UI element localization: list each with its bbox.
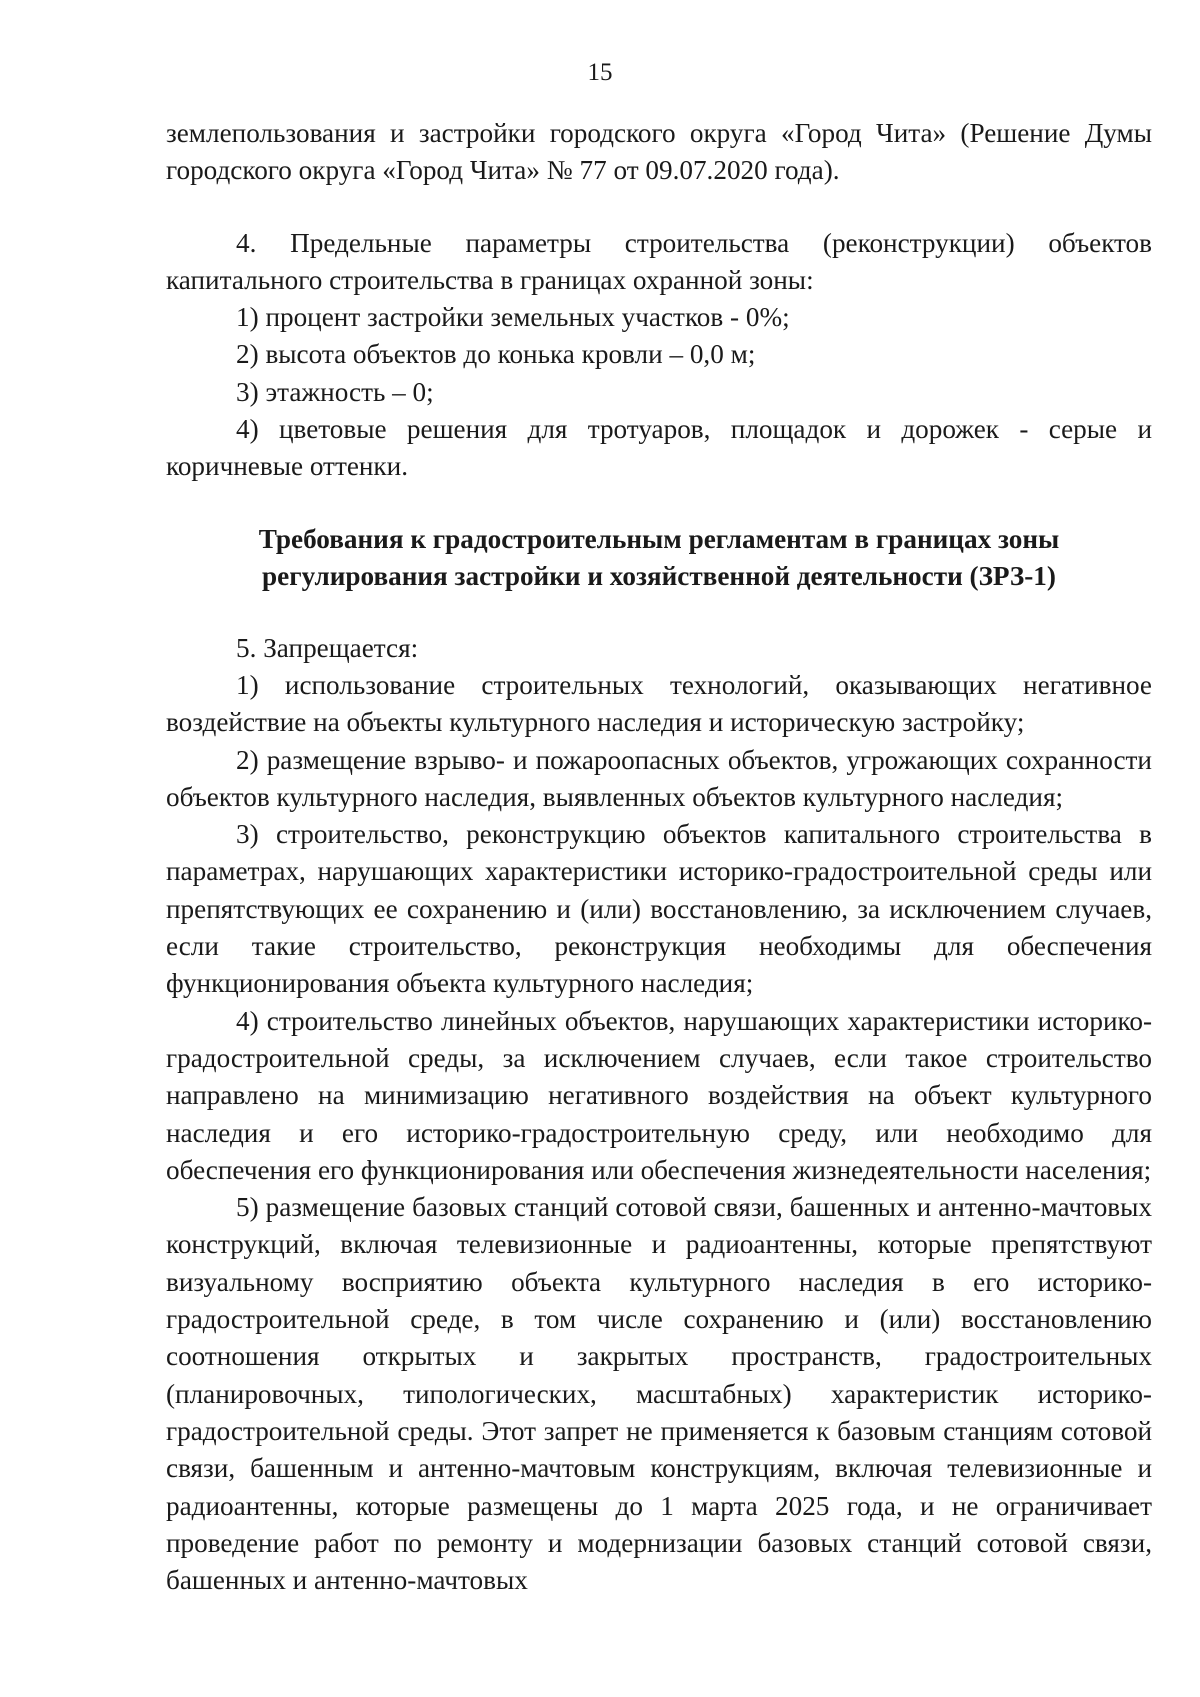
section-5-item-1: 1) использование строительных технологий, оказывающих негативное воздействие на объекты культурного наследия и историческую застройку; <box>166 669 1152 738</box>
section-5-item-3: 3) строительство, реконструкцию объектов капитального строительства в параметрах, нарушающих характеристики историко-градостроительной среды или препятствующих ее сохранению и (или) восстановлению, за исключением случаев, если такие строительство, реконструкция необходимы для обеспечения функционирования объекта культурного наследия; <box>166 819 1152 999</box>
section-heading-line-2: регулирования застройки и хозяйственной деятельности (ЗРЗ-1) <box>262 560 1056 591</box>
section-5-item-5: 5) размещение базовых станций сотовой связи, башенных и антенно-мачтовых конструкций, включая телевизионные и радиоантенны, которые препятствуют визуальному восприятию объекта культурного наследия в его историко-градостроительной среде, в том числе сохранению и (или) восстановлению соотношения открытых и закрытых пространств, градостроительных (планировочных, типологических, масштабных) характеристик историко-градостроительной среды. Этот запрет не применяется к базовым станциям сотовой связи, башенным и антенно-мачтовым конструкциям, включая телевизионные и радиоантенны, которые размещены до 1 марта 2025 года, и не ограничивает проведение работ по ремонту и модернизации базовых станций сотовой связи, башенных и антенно-мачтовых <box>166 1192 1152 1596</box>
section-4-item-1: 1) процент застройки земельных участков - 0%; <box>236 302 790 333</box>
document-body <box>166 115 1152 1599</box>
section-5-intro: 5. Запрещается: <box>236 632 419 663</box>
section-5-item-4: 4) строительство линейных объектов, нарушающих характеристики историко-градостроительной среды, за исключением случаев, если такое строительство направлено на минимизацию негативного воздействия на объект культурного наследия и его историко-градостроительную среду, или необходимо для обеспечения его функционирования или обеспечения жизнедеятельности населения; <box>166 1005 1152 1185</box>
section-5-item-2: 2) размещение взрыво- и пожароопасных объектов, угрожающих сохранности объектов культурного наследия, выявленных объектов культурного наследия; <box>166 744 1152 812</box>
section-heading-line-1: Требования к градостроительным регламентам в границах зоны <box>258 523 1060 554</box>
section-4-item-2: 2) высота объектов до конька кровли – 0,0 м; <box>236 339 756 370</box>
paragraph-gap <box>166 486 1152 521</box>
section-4-item-4: 4) цветовые решения для тротуаров, площадок и дорожек - серые и коричневые оттенки. <box>166 414 1152 482</box>
paragraph-gap <box>166 190 1152 225</box>
section-4-item-3: 3) этажность – 0; <box>236 376 434 407</box>
section-4-intro: 4. Предельные параметры строительства (реконструкции) объектов капитального строительства в границах охранной зоны: <box>166 227 1152 295</box>
page-number: 15 <box>587 59 613 86</box>
continuation-paragraph: землепользования и застройки городского округа «Город Чита» (Решение Думы городского округа «Город Чита» № 77 от 09.07.2020 года). <box>166 118 1152 186</box>
paragraph-gap <box>166 595 1152 630</box>
